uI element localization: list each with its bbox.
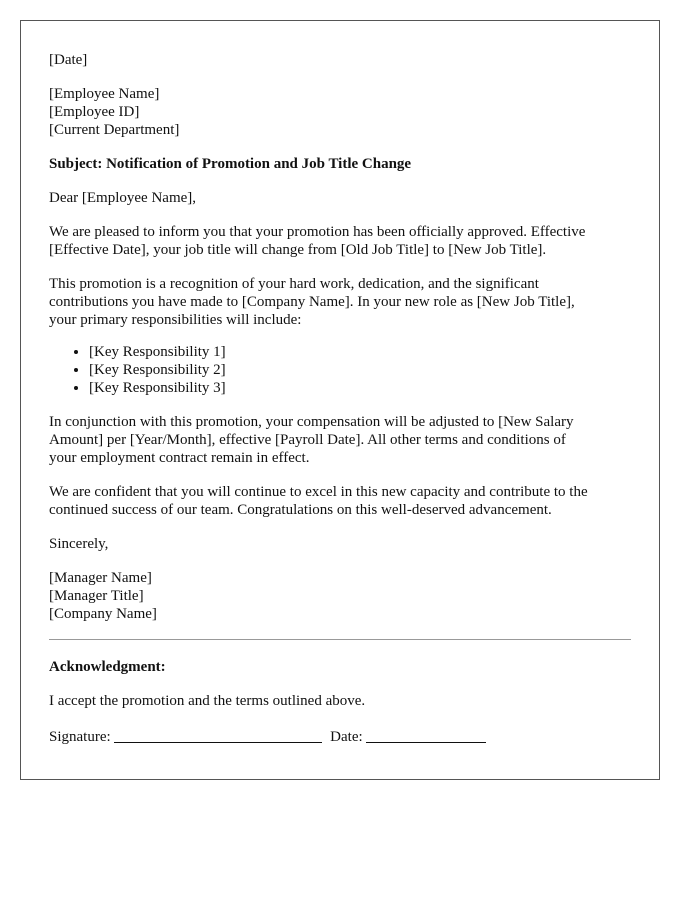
- letter-date: [49, 51, 631, 69]
- manager-title: [Manager Title]: [49, 588, 144, 604]
- responsibilities-list: [49, 343, 631, 397]
- paragraph-approval-line-1: We are pleased to inform you that your promotion has been officially approved. Effective: [49, 224, 586, 240]
- paragraph-confidence-line-1: We are confident that you will continue to excel in this new capacity and contribute to the: [49, 484, 588, 500]
- acknowledgment-signature-row: [49, 726, 631, 746]
- sign-off: Sincerely,: [49, 536, 109, 552]
- list-item: • [Key Responsibility 2]: [89, 361, 631, 379]
- list-item: • [Key Responsibility 1]: [89, 343, 631, 361]
- list-item: • [Key Responsibility 3]: [89, 379, 631, 397]
- company-name: [Company Name]: [49, 606, 157, 622]
- paragraph-confidence-line-2: continued success of our team. Congratulations on this well-deserved advancement.: [49, 502, 552, 518]
- signature-blank[interactable]: [114, 728, 322, 743]
- promotion-letter: [20, 20, 660, 780]
- paragraph-approval: [49, 223, 631, 259]
- employee-name: [Employee Name]: [49, 86, 160, 102]
- current-department: [Current Department]: [49, 122, 180, 138]
- acknowledgment-heading: Acknowledgment:: [49, 659, 166, 675]
- paragraph-recognition-line-1: This promotion is a recognition of your hard work, dedication, and the significant: [49, 276, 539, 292]
- date-placeholder: [Date]: [49, 52, 88, 68]
- paragraph-compensation-line-1: In conjunction with this promotion, your compensation will be adjusted to [New Salary: [49, 414, 574, 430]
- manager-name: [Manager Name]: [49, 570, 152, 586]
- signature-block: [49, 569, 631, 623]
- subject-line: Subject: Notification of Promotion and Job Title Change: [49, 156, 412, 172]
- signature-label: Signature:: [49, 729, 111, 745]
- paragraph-approval-line-2: [Effective Date], your job title will change from [Old Job Title] to [New Job Title].: [49, 242, 547, 258]
- paragraph-confidence: [49, 483, 631, 519]
- recipient-block: [49, 85, 631, 139]
- paragraph-recognition: [49, 275, 631, 329]
- salutation: Dear [Employee Name],: [49, 190, 197, 206]
- date-label: Date:: [330, 729, 363, 745]
- paragraph-compensation-line-3: your employment contract remain in effect.: [49, 450, 310, 466]
- divider: [49, 639, 631, 640]
- paragraph-recognition-line-2: contributions you have made to [Company Name]. In your new role as [New Job Title],: [49, 294, 575, 310]
- paragraph-compensation: [49, 413, 631, 467]
- paragraph-compensation-line-2: Amount] per [Year/Month], effective [Payroll Date]. All other terms and conditions of: [49, 432, 566, 448]
- employee-id: [Employee ID]: [49, 104, 140, 120]
- acknowledgment-statement: I accept the promotion and the terms outlined above.: [49, 693, 366, 709]
- paragraph-recognition-line-3: your primary responsibilities will include:: [49, 312, 302, 328]
- date-blank[interactable]: [366, 728, 486, 743]
